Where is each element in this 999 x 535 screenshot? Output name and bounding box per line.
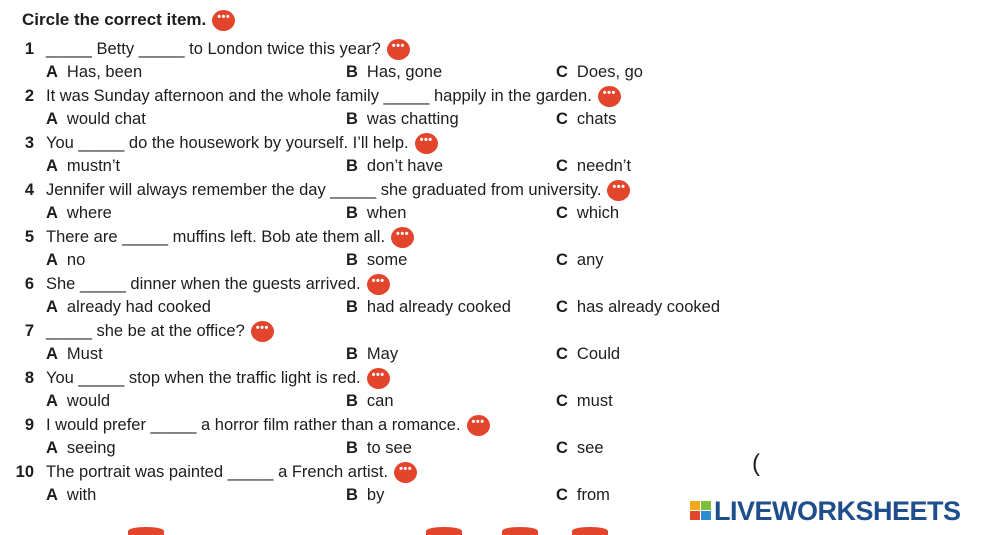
option-text: Must	[66, 345, 103, 363]
question-number: 5	[24, 227, 34, 246]
option-text: May	[366, 345, 399, 363]
answer-options	[0, 296, 999, 318]
question-text: She _____ dinner when the guests arrived.	[46, 274, 361, 293]
question-row	[0, 226, 414, 248]
cut-off-icon	[426, 527, 462, 535]
option-text: would	[66, 392, 111, 410]
answer-options	[0, 202, 999, 224]
cut-off-icon	[128, 527, 164, 535]
option-letter: B	[346, 63, 358, 81]
option-text: some	[366, 251, 408, 269]
option-text: see	[576, 439, 604, 457]
question-number: 9	[24, 415, 34, 434]
option-letter: C	[556, 486, 568, 504]
option-text: to see	[366, 439, 412, 457]
option-text: Has, gone	[366, 63, 443, 81]
question-row	[0, 132, 438, 154]
logo-mark-icon	[690, 501, 712, 521]
question-text: It was Sunday afternoon and the whole family _____ happily in the garden.	[46, 86, 592, 105]
option-letter: B	[346, 486, 358, 504]
answer-option-b[interactable]	[346, 437, 412, 459]
instructions-heading	[22, 9, 235, 31]
question-row	[0, 179, 630, 201]
option-text: chats	[576, 110, 617, 128]
cut-off-icon	[502, 527, 538, 535]
question-row	[0, 367, 390, 389]
answer-option-b[interactable]	[346, 343, 398, 365]
option-text: must	[576, 392, 613, 410]
option-text: any	[576, 251, 604, 269]
option-letter: A	[46, 392, 58, 410]
stray-mark: (	[752, 450, 760, 477]
answer-options	[0, 108, 999, 130]
answer-option-a[interactable]	[46, 484, 96, 506]
option-text: was chatting	[366, 110, 459, 128]
answer-option-b[interactable]	[346, 155, 443, 177]
more-options-icon[interactable]: •••	[415, 133, 438, 154]
answer-option-a[interactable]	[46, 437, 116, 459]
option-letter: C	[556, 110, 568, 128]
option-letter: A	[46, 486, 58, 504]
answer-option-c[interactable]	[556, 155, 631, 177]
answer-option-b[interactable]	[346, 61, 442, 83]
option-text: which	[576, 204, 620, 222]
answer-options	[0, 437, 999, 459]
option-letter: C	[556, 157, 568, 175]
option-text: Does, go	[576, 63, 643, 81]
option-text: from	[576, 486, 610, 504]
question-number: 6	[24, 274, 34, 293]
answer-option-a[interactable]	[46, 343, 103, 365]
answer-option-c[interactable]	[556, 437, 604, 459]
option-letter: B	[346, 204, 358, 222]
option-text: has already cooked	[576, 298, 721, 316]
answer-option-a[interactable]	[46, 296, 211, 318]
answer-options	[0, 390, 999, 412]
option-letter: A	[46, 110, 58, 128]
answer-options	[0, 61, 999, 83]
option-letter: C	[556, 439, 568, 457]
answer-option-c[interactable]	[556, 202, 619, 224]
option-text: mustn’t	[66, 157, 121, 175]
question-text: The portrait was painted _____ a French artist.	[46, 462, 389, 481]
question-number: 1	[24, 39, 34, 58]
option-letter: C	[556, 298, 568, 316]
question-row	[0, 38, 410, 60]
more-options-icon[interactable]: •••	[367, 274, 390, 295]
answer-option-b[interactable]	[346, 202, 406, 224]
option-letter: A	[46, 204, 58, 222]
answer-option-a[interactable]	[46, 108, 146, 130]
question-number: 10	[15, 462, 34, 481]
answer-option-c[interactable]	[556, 484, 610, 506]
question-number: 4	[24, 180, 34, 199]
option-letter: A	[46, 298, 58, 316]
option-text: needn’t	[576, 157, 632, 175]
option-text: no	[66, 251, 86, 269]
more-options-icon[interactable]: •••	[391, 227, 414, 248]
answer-options	[0, 155, 999, 177]
answer-option-b[interactable]	[346, 249, 407, 271]
question-text: There are _____ muffins left. Bob ate them all.	[46, 227, 386, 246]
question-row	[0, 320, 274, 342]
question-number: 2	[24, 86, 34, 105]
cut-off-icon	[572, 527, 608, 535]
answer-option-b[interactable]	[346, 484, 384, 506]
more-options-icon[interactable]: •••	[467, 415, 490, 436]
answer-option-a[interactable]	[46, 390, 110, 412]
option-letter: A	[46, 63, 58, 81]
more-options-icon[interactable]: •••	[387, 39, 410, 60]
question-number: 8	[24, 368, 34, 387]
option-letter: B	[346, 392, 358, 410]
instructions-text: Circle the correct item.	[22, 10, 207, 29]
option-letter: A	[46, 439, 58, 457]
question-row	[0, 461, 417, 483]
logo-text: LIVEWORKSHEETS	[714, 496, 961, 526]
option-letter: C	[556, 251, 568, 269]
option-letter: B	[346, 439, 358, 457]
answer-option-c[interactable]	[556, 296, 720, 318]
option-text: where	[66, 204, 112, 222]
option-letter: A	[46, 251, 58, 269]
question-number: 7	[24, 321, 34, 340]
option-text: would chat	[66, 110, 146, 128]
option-text: Has, been	[66, 63, 143, 81]
question-row	[0, 273, 390, 295]
option-letter: B	[346, 345, 358, 363]
option-text: by	[366, 486, 385, 504]
answer-option-c[interactable]	[556, 343, 620, 365]
option-letter: A	[46, 157, 58, 175]
question-text: Jennifer will always remember the day _____ she graduated from university.	[46, 180, 602, 199]
option-letter: C	[556, 345, 568, 363]
answer-option-a[interactable]	[46, 61, 142, 83]
question-row	[0, 414, 490, 436]
answer-options	[0, 249, 999, 271]
option-letter: B	[346, 157, 358, 175]
option-text: can	[366, 392, 394, 410]
answer-option-a[interactable]	[46, 249, 85, 271]
option-letter: B	[346, 251, 358, 269]
more-options-icon[interactable]: •••	[212, 10, 235, 31]
question-text: _____ Betty _____ to London twice this year?	[46, 39, 381, 58]
option-letter: B	[346, 298, 358, 316]
option-text: had already cooked	[366, 298, 511, 316]
answer-option-c[interactable]	[556, 390, 613, 412]
question-text: _____ she be at the office?	[46, 321, 245, 340]
more-options-icon[interactable]: •••	[394, 462, 417, 483]
answer-option-a[interactable]	[46, 155, 120, 177]
option-letter: C	[556, 392, 568, 410]
option-text: don’t have	[366, 157, 444, 175]
more-options-icon[interactable]: •••	[367, 368, 390, 389]
question-row	[0, 85, 621, 107]
more-options-icon[interactable]: •••	[598, 86, 621, 107]
more-options-icon[interactable]: •••	[251, 321, 274, 342]
option-text: with	[66, 486, 97, 504]
more-options-icon[interactable]: •••	[607, 180, 630, 201]
option-letter: C	[556, 63, 568, 81]
option-letter: A	[46, 345, 58, 363]
option-text: when	[366, 204, 407, 222]
answer-option-c[interactable]	[556, 108, 616, 130]
option-text: seeing	[66, 439, 116, 457]
option-text: already had cooked	[66, 298, 211, 316]
question-text: You _____ stop when the traffic light is red.	[46, 368, 361, 387]
answer-option-c[interactable]	[556, 249, 604, 271]
answer-option-a[interactable]	[46, 202, 112, 224]
question-number: 3	[24, 133, 34, 152]
answer-option-b[interactable]	[346, 108, 459, 130]
liveworksheets-logo	[690, 496, 961, 526]
answer-option-b[interactable]	[346, 296, 511, 318]
answer-option-c[interactable]	[556, 61, 643, 83]
question-text: I would prefer _____ a horror film rather than a romance.	[46, 415, 461, 434]
answer-options	[0, 343, 999, 365]
option-letter: B	[346, 110, 358, 128]
question-text: You _____ do the housework by yourself. I’ll help.	[46, 133, 409, 152]
answer-option-b[interactable]	[346, 390, 394, 412]
option-letter: C	[556, 204, 568, 222]
option-text: Could	[576, 345, 621, 363]
